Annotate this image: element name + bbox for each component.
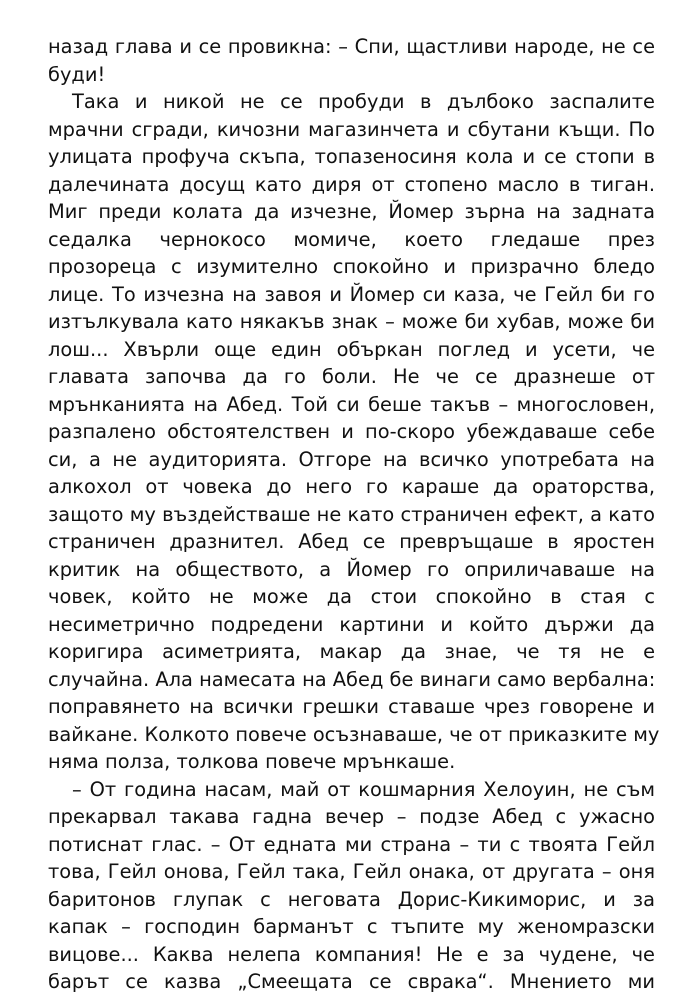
text-line: седалка чернокосо момиче, което гледаше през [48, 227, 655, 251]
text-line: случайна. Ала намесата на Абед бе винаги само вербална: [48, 667, 656, 691]
text-line: улицата профуча скъпа, топазеносиня кола и се стопи в [48, 145, 655, 168]
text-line: прекарвал такава гадна вечер – подзе Абед с ужасно [48, 805, 655, 828]
text-line: коригира асиметрията, макар да знае, че тя не е [48, 640, 655, 663]
text-line: мрачни сгради, кичозни магазинчета и сбутани къщи. По [48, 117, 655, 141]
text-line: няма полза, толкова повече мрънкаше. [48, 750, 456, 773]
text-line: буди! [48, 62, 106, 86]
text-line: вицове... Каква нелепа компания! Не е за чудене, че [48, 942, 655, 966]
text-line: критик на обществото, а Йомер го оприличаваше на [48, 557, 655, 581]
text-line: изтълкувала като някакъв знак – може би хубав, може би [48, 310, 655, 333]
text-line: разпалено обстоятелствен и по-скоро убеждаваше себе [48, 420, 655, 443]
text-line: назад глава и се провикна: – Спи, щастливи народе, не се [48, 35, 655, 58]
text-line: защото му въздействаше не като страничен ефект, а като [48, 502, 655, 526]
text-line: мрънканията на Абед. Той си беше такъв – многословен, [48, 392, 655, 416]
text-line: алкохол от човека до него го караше да ораторства, [48, 475, 655, 498]
text-line: барът се казва „Смеещата се сврака“. Мнението ми [48, 970, 655, 993]
text-line: си, а не аудиторията. Отгоре на всичко употребата на [48, 447, 655, 471]
text-line: баритонов глупак с неговата Дорис-Кикиморис, и за [48, 887, 655, 911]
text-line: Миг преди колата да изчезне, Йомер зърна на задната [48, 200, 655, 223]
text-line: несиметрично подредени картини и който държи да [48, 612, 655, 636]
text-line: капак – господин барманът с тъпите му женомразски [48, 915, 655, 938]
text-line: прозореца с изумително спокойно и призрачно бледо [48, 255, 655, 278]
text-line: страничен дразнител. Абед се превръщаше в яростен [48, 530, 655, 553]
text-line: Така и никой не се пробуди в дълбоко заспалите [72, 90, 655, 113]
text-line: това, Гейл онова, Гейл така, Гейл онака, от другата – оня [48, 860, 655, 883]
text-line: поправянето на всички грешки ставаше чрез говорене и [48, 695, 655, 718]
text-line: потиснат глас. – От едната ми страна – ти с твоята Гейл [48, 832, 655, 856]
body-text [48, 33, 660, 996]
text-line: лице. То изчезна на завоя и Йомер си каза, че Гейл би го [48, 282, 655, 306]
text-line: вайкане. Колкото повече осъзнаваше, че от приказките му [48, 722, 660, 746]
text-line: главата започва да го боли. Не че се дразнеше от [48, 365, 655, 388]
text-line: лош... Хвърли още един объркан поглед и усети, че [48, 337, 655, 361]
text-line: – От година насам, май от кошмарния Хелоуин, не съм [72, 777, 655, 801]
text-line: далечината досущ като диря от стопено масло в тиган. [48, 172, 655, 196]
text-line: човек, който не може да стои спокойно в стая с [48, 585, 655, 608]
